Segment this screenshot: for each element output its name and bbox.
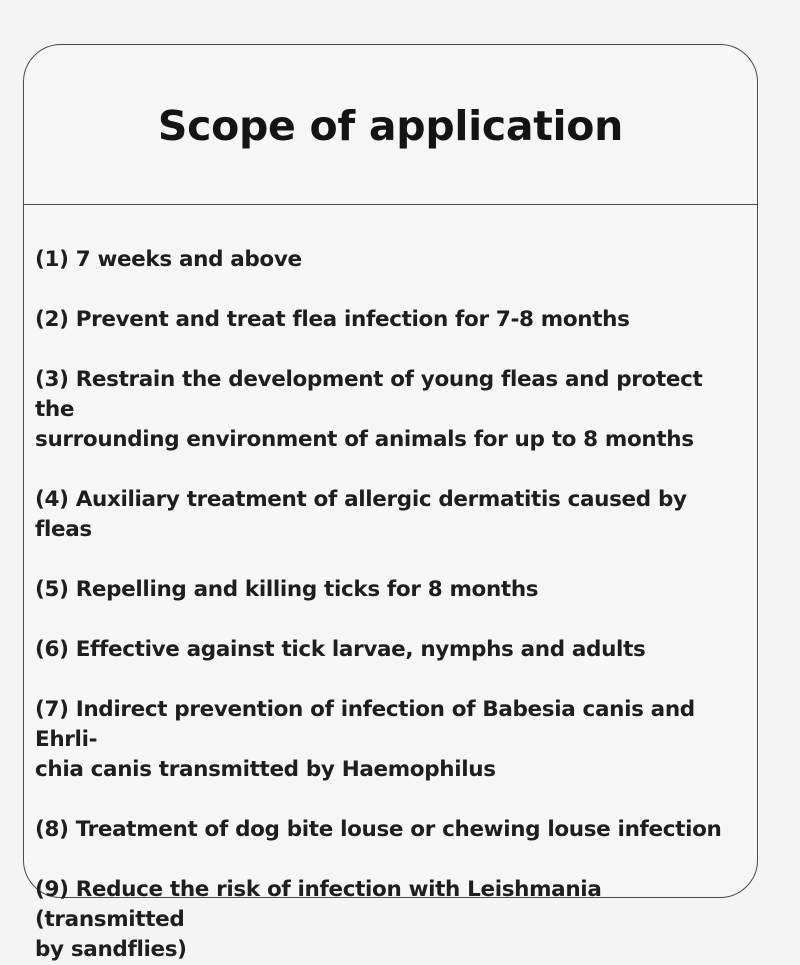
card-header <box>24 45 757 205</box>
page-title: Scope of application <box>157 101 624 150</box>
list-item: (3) Restrain the development of young fleas and protect the surrounding environment of animals for up to 8 months <box>35 367 703 452</box>
list-item: (2) Prevent and treat flea infection for 7-8 months <box>35 307 630 332</box>
list-item: (6) Effective against tick larvae, nymphs and adults <box>35 637 646 662</box>
scope-card <box>23 44 758 962</box>
list-item: (4) Auxiliary treatment of allergic dermatitis caused by fleas <box>35 487 687 542</box>
list-item: (5) Repelling and killing ticks for 8 months <box>35 577 539 602</box>
list-item: (8) Treatment of dog bite louse or chewing louse infection <box>35 817 722 842</box>
list-item: (9) Reduce the risk of infection with Leishmania (transmitted by sandflies) <box>35 877 602 962</box>
scope-list <box>24 205 757 965</box>
list-item: (1) 7 weeks and above <box>35 247 302 272</box>
list-item: (7) Indirect prevention of infection of Babesia canis and Ehrli- chia canis transmitted by Haemophilus <box>35 697 695 782</box>
